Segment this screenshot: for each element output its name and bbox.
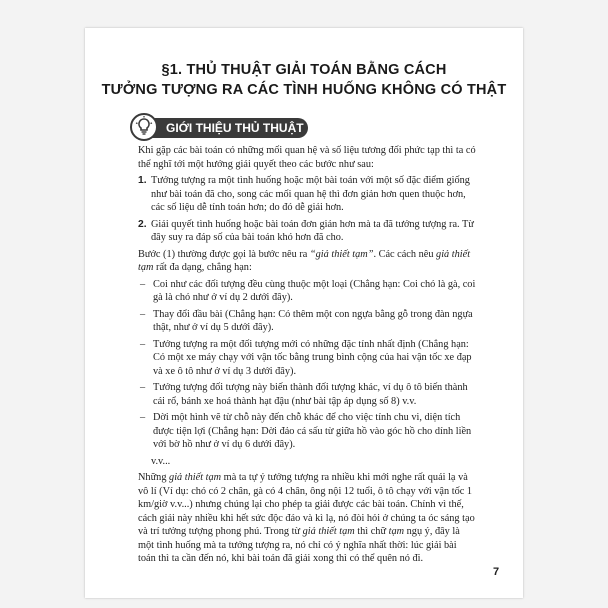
dash-marker: – xyxy=(140,308,146,320)
step-item xyxy=(138,174,476,215)
closing-paragraph xyxy=(138,471,476,566)
closing-text: thì chữ xyxy=(354,526,389,537)
page-number: 7 xyxy=(493,566,500,578)
note-italic: “giả thiết tạm” xyxy=(309,248,374,260)
document-page xyxy=(85,28,523,598)
bullet-item xyxy=(138,411,476,452)
closing-italic: tạm xyxy=(388,526,405,537)
bullet-item xyxy=(138,308,476,335)
bullet-text: Coi như các đối tượng đều cùng thuộc một loại (Chẳng hạn: Coi chó là gà, coi gà là chó như ở ví dụ 2 dưới đây). xyxy=(153,278,476,303)
closing-italic: giả thiết tạm xyxy=(169,472,222,483)
section-label: GIỚI THIỆU THỦ THUẬT xyxy=(166,121,304,135)
lightbulb-icon xyxy=(130,113,158,141)
etc-text: v.v... xyxy=(151,455,171,467)
step-number: 1. xyxy=(138,175,147,186)
closing-text: mà ta tự ý tưởng tượng ra nhiều khi mới nghe rất quái lạ và vô lí (Ví dụ: chó có 2 chân, gà có 4 chân, ông nội 12 tuổi, ô tô chạy với vận tốc 1 km/giờ v.v...) nhưng chúng lại cho phép ta giải được các bài toán. Chính vì thế, cách giải này nhiều khi hết sức độc đáo và kì lạ, nó đòi hỏi ở chúng ta óc sáng tạo và trí tưởng tượng phong phú. Trong từ xyxy=(138,472,475,537)
step-item xyxy=(138,218,476,245)
bullet-text: Thay đổi đầu bài (Chẳng hạn: Có thêm một con ngựa bằng gỗ trong đàn ngựa thật, như ở ví dụ 5 dưới đây). xyxy=(153,308,473,333)
note-text: . Các cách nêu xyxy=(373,248,437,260)
bullet-item xyxy=(138,278,476,305)
body-content xyxy=(138,144,476,569)
chapter-title-line-2: TƯỞNG TƯỢNG RA CÁC TÌNH HUỐNG KHÔNG CÓ THẬT xyxy=(101,82,507,98)
bullet-text: Dời một hình vẽ từ chỗ này đến chỗ khác để cho việc tính chu vi, diện tích được tiện lợi (Chẳng hạn: Dời đảo cá sấu từ giữa hồ vào góc hồ cho dính liền với bờ hồ như ở ví dụ 6 dưới đây). xyxy=(153,412,472,450)
closing-italic: giả thiết tạm xyxy=(302,526,355,537)
dash-marker: – xyxy=(140,412,146,423)
section-header xyxy=(140,118,308,138)
bullet-text: Tưởng tượng ra một đối tượng mới có những đặc tính nhất định (Chẳng hạn: Có một xe máy chạy với vận tốc bằng trung bình cộng của hai vận tốc xe đạp và xe ô tô như ở ví dụ 3 dưới đây). xyxy=(153,338,472,377)
dash-marker: – xyxy=(140,278,146,290)
note-italic: giả thiết tạm xyxy=(138,248,471,273)
step-text: Tưởng tượng ra một tình huống hoặc một bài toán với một số đặc điểm giống như bài toán đã cho, song các mối quan hệ thì đơn giản hơn quen thuộc hơn, các số liệu dễ tính toán hơn; do đó dễ giải hơn. xyxy=(151,175,470,213)
dash-marker: – xyxy=(140,382,146,393)
note-text: Bước (1) thường được gọi là bước nêu ra xyxy=(138,248,310,260)
bullet-item xyxy=(138,338,476,379)
intro-paragraph: Khi gặp các bài toán có những mối quan hệ và số liệu tương đối phức tạp thì ta có thể nghĩ tới một hướng giải quyết theo các bước như sau: xyxy=(138,145,476,170)
dash-marker: – xyxy=(140,338,146,350)
note-text: rất đa dạng, chẳng hạn: xyxy=(153,262,252,273)
closing-text: Những xyxy=(138,472,170,483)
step-note-paragraph xyxy=(138,248,476,275)
bullet-text: Tưởng tượng đối tượng này biến thành đối tượng khác, ví dụ ô tô biến thành cái rổ, bánh xe hoá thành hạt đậu (như bài tập áp dụng số 8) v.v. xyxy=(153,382,468,407)
chapter-title-line-1: §1. THỦ THUẬT GIẢI TOÁN BẰNG CÁCH xyxy=(161,62,447,78)
step-number: 2. xyxy=(138,218,147,230)
closing-text: ngụ ý, đây là một tình huống mà ta tưởng tượng ra, nó chỉ có ý nghĩa nhất thời: lúc giải bài toán thì ta cần đến nó, khi bài toán đã giải xong thì có thể quên nó đi. xyxy=(138,526,460,564)
bullet-item xyxy=(138,381,476,408)
step-text: Giải quyết tình huống hoặc bài toán đơn giản hơn mà ta đã tưởng tượng ra. Từ đây suy ra đáp số của bài toán khó hơn đã cho. xyxy=(151,218,474,243)
